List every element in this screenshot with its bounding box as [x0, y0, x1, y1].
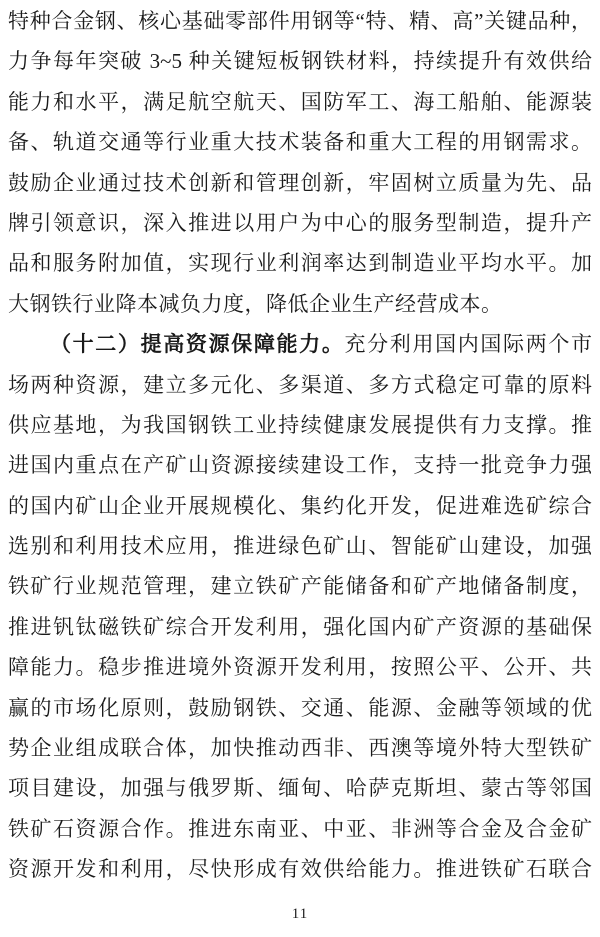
text-line: 进国内重点在产矿山资源接续建设工作，支持一批竞争力强	[8, 453, 592, 478]
text-line: 项目建设，加强与俄罗斯、缅甸、哈萨克斯坦、蒙古等邻国	[8, 776, 592, 801]
text-line: 品和服务附加值，实现行业利润率达到制造业平均水平。加	[8, 251, 592, 276]
section-heading: （十二）提高资源保障能力。	[50, 332, 345, 357]
page-number: 11	[291, 906, 309, 922]
text-line: 推进钒钛磁铁矿综合开发利用，强化国内矿产资源的基础保	[8, 614, 592, 639]
text-line: 赢的市场化原则，鼓励钢铁、交通、能源、金融等领域的优	[8, 695, 592, 720]
text-line: 铁矿行业规范管理，建立铁矿产能储备和矿产地储备制度，	[8, 574, 592, 599]
text-line: 势企业组成联合体，加快推动西非、西澳等境外特大型铁矿	[8, 736, 592, 761]
text-line: 牌引领意识，深入推进以用户为中心的服务型制造，提升产	[8, 210, 592, 235]
document-text-block	[8, 1, 592, 890]
text-line: 场两种资源，建立多元化、多渠道、多方式稳定可靠的原料	[8, 372, 592, 397]
text-line: 大钢铁行业降本减负力度，降低企业生产经营成本。	[8, 291, 503, 316]
text-line: 资源开发和利用，尽快形成有效供给能力。推进铁矿石联合	[8, 857, 592, 882]
section-heading-line	[8, 324, 592, 364]
text-line: 鼓励企业通过技术创新和管理创新，牢固树立质量为先、品	[8, 170, 592, 195]
text-line: 备、轨道交通等行业重大技术装备和重大工程的用钢需求。	[8, 130, 592, 155]
text-line: 能力和水平，满足航空航天、国防军工、海工船舶、能源装	[8, 89, 592, 114]
text-line: 障能力。稳步推进境外资源开发利用，按照公平、公开、共	[8, 655, 592, 680]
text-line: 选别和利用技术应用，推进绿色矿山、智能矿山建设，加强	[8, 534, 592, 559]
text-line: 供应基地，为我国钢铁工业持续健康发展提供有力支撑。推	[8, 412, 592, 437]
text-line: 力争每年突破 3~5 种关键短板钢铁材料，持续提升有效供给	[8, 49, 592, 74]
text-line: 的国内矿山企业开展规模化、集约化开发，促进难选矿综合	[8, 493, 592, 518]
text-line: 铁矿石资源合作。推进东南亚、中亚、非洲等合金及合金矿	[8, 816, 592, 841]
text-line: 特种合金钢、核心基础零部件用钢等“特、精、高”关键品种，	[8, 9, 592, 33]
section-lead-text: 充分利用国内国际两个市	[344, 332, 592, 357]
